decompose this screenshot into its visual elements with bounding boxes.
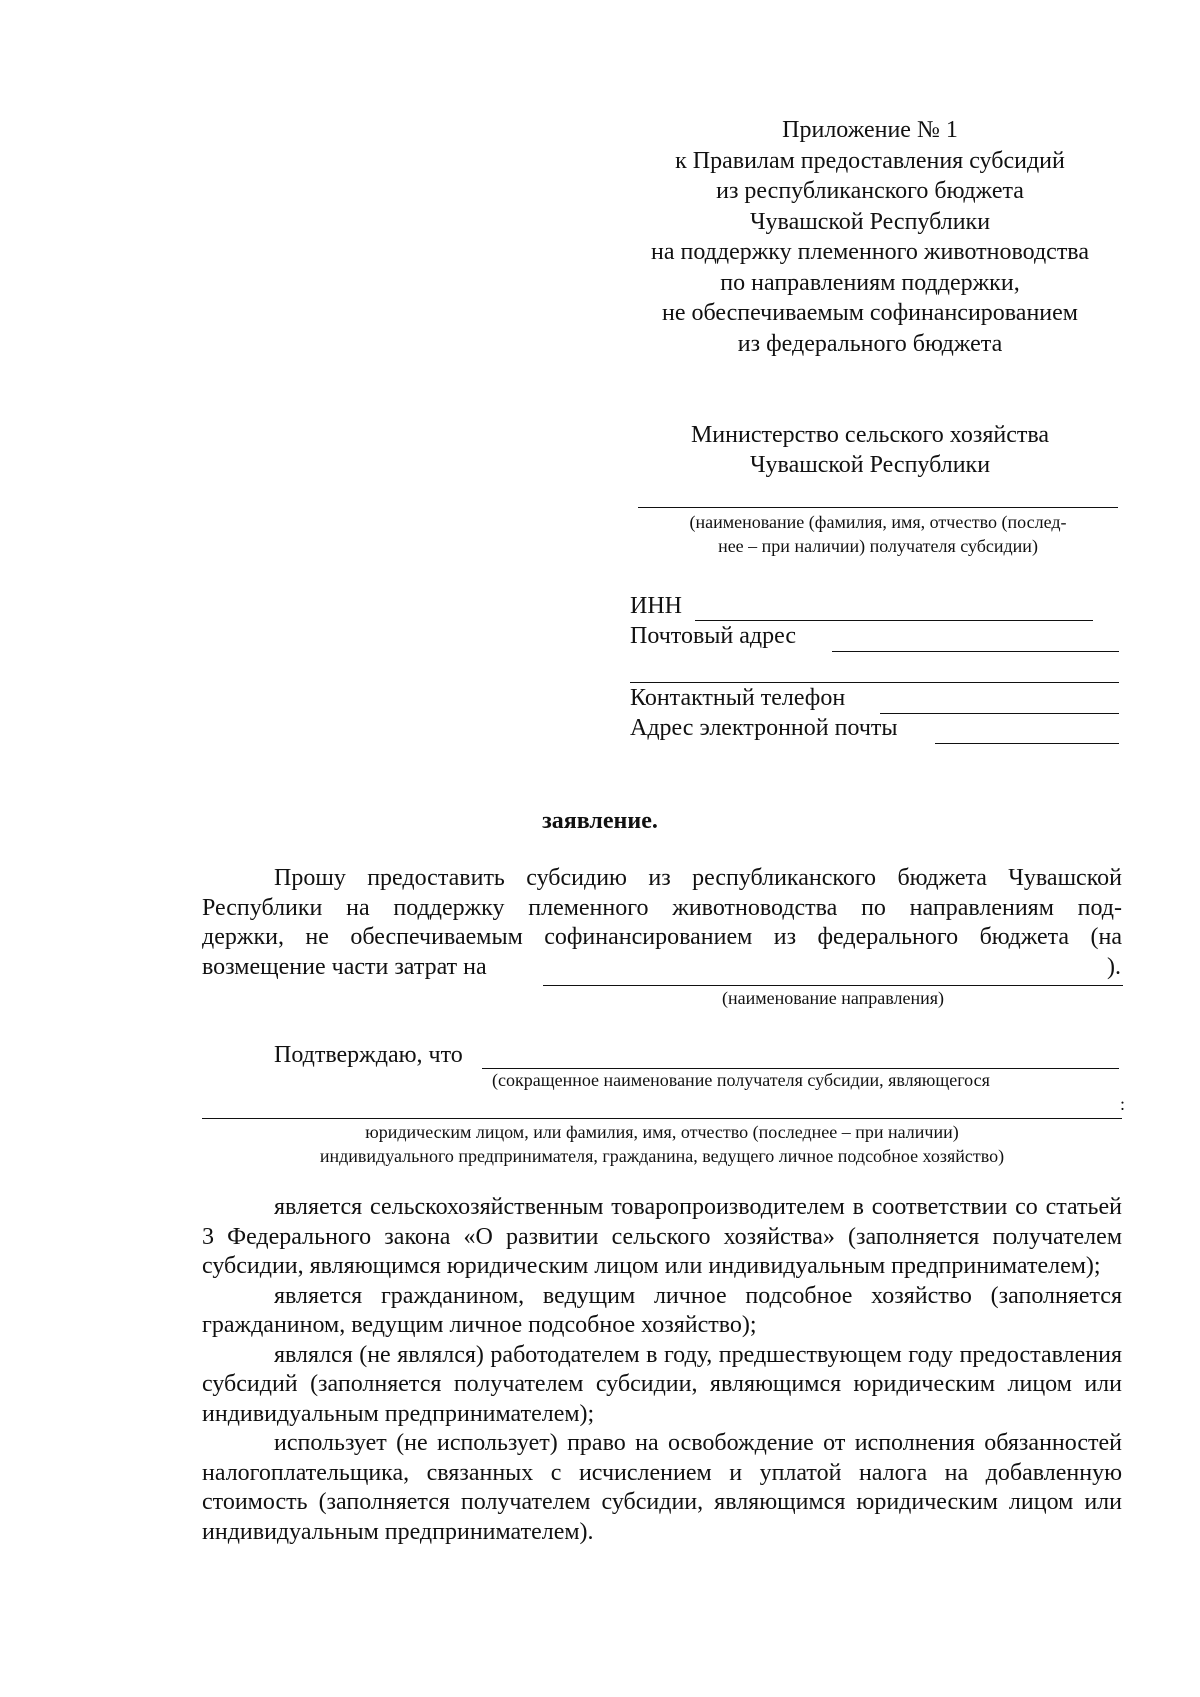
header-line: из республиканского бюджета [716, 178, 1024, 204]
request-line-last [202, 953, 1122, 983]
request-suffix: ). [1107, 953, 1121, 980]
header-line: Приложение № 1 [782, 117, 958, 143]
header-line: из федерального бюджета [737, 330, 1003, 357]
statements [202, 1193, 1122, 1547]
hint-line: юридическим лицом, или фамилия, имя, отчество (последнее – при наличии) [365, 1122, 959, 1142]
direction-hint: (наименование направления) [721, 988, 945, 1008]
recipient-name-blank[interactable] [638, 507, 1118, 508]
request-prefix: возмещение части затрат на [202, 953, 487, 980]
postal-address-label: Почтовый адрес [630, 623, 797, 649]
inn-label: ИНН [630, 593, 682, 619]
email-label: Адрес электронной почты [630, 715, 898, 741]
request-paragraph [202, 864, 1122, 983]
header-line: не обеспечиваемым софинансированием [661, 300, 1078, 326]
statement-item: является сельскохозяйственным товаропроизводителем в соответствии со статьей 3 Федерального закона «О развитии сельского хозяйства» (заполняется получателем субсидии, являющимся юридическим лицом или индивидуальным предпринимателем); [202, 1194, 1122, 1279]
phone-label: Контактный телефон [630, 685, 846, 711]
confirm-hint-2 [202, 1120, 1122, 1168]
hint-line: нее – при наличии) получателя субсидии) [718, 536, 1038, 556]
statement-item: является гражданином, ведущим личное подсобное хозяйство (заполняется гражданином, ведущим личное подсобное хозяйство); [202, 1282, 1122, 1338]
request-line: держки, не обеспечиваемым софинансированием из федерального бюджета (на [202, 924, 1122, 950]
phone-field[interactable] [880, 713, 1119, 714]
statement-item: использует (не использует) право на освобождение от исполнения обязанностей налогоплательщика, связанных с исчислением и уплатой налога на добавленную стоимость (заполняется получателем субсидии, являющимся юридическим лицом или индивидуальным предпринимателем). [202, 1430, 1122, 1545]
confirm-name-blank-line2[interactable] [202, 1118, 1122, 1119]
addressee [620, 420, 1120, 480]
header-line: на поддержку племенного животноводства [651, 239, 1089, 265]
appendix-header [620, 115, 1120, 359]
hint-line: (наименование (фамилия, имя, отчество (послед- [689, 512, 1067, 532]
request-line: Прошу предоставить субсидию из республиканского бюджета Чувашской [274, 865, 1122, 891]
recipient-name-hint [628, 510, 1128, 558]
document-title: заявление. [542, 808, 658, 834]
statement-item: являлся (не являлся) работодателем в году, предшествующем году предоставления субсидий (заполняется получателем субсидии, являющимся юридическим лицом или индивидуальным предпринимателем); [202, 1341, 1122, 1427]
addressee-line: Министерство сельского хозяйства [690, 422, 1050, 448]
request-line: Республики на поддержку племенного животноводства по направлениям под- [202, 894, 1122, 921]
header-line: Чувашской Республики [749, 208, 991, 235]
addressee-line: Чувашской Республики [749, 452, 991, 478]
postal-address-field[interactable] [832, 651, 1119, 652]
confirm-hint-1: (сокращенное наименование получателя субсидии, являющегося [492, 1070, 990, 1090]
confirm-colon: : [1120, 1094, 1126, 1114]
confirm-prefix: Подтверждаю, что [274, 1042, 463, 1068]
hint-line: индивидуального предпринимателя, гражданина, ведущего личное подсобное хозяйство) [319, 1146, 1005, 1166]
email-field[interactable] [935, 743, 1119, 744]
header-line: по направлениям поддержки, [720, 269, 1020, 296]
header-line: к Правилам предоставления субсидий [675, 147, 1065, 174]
